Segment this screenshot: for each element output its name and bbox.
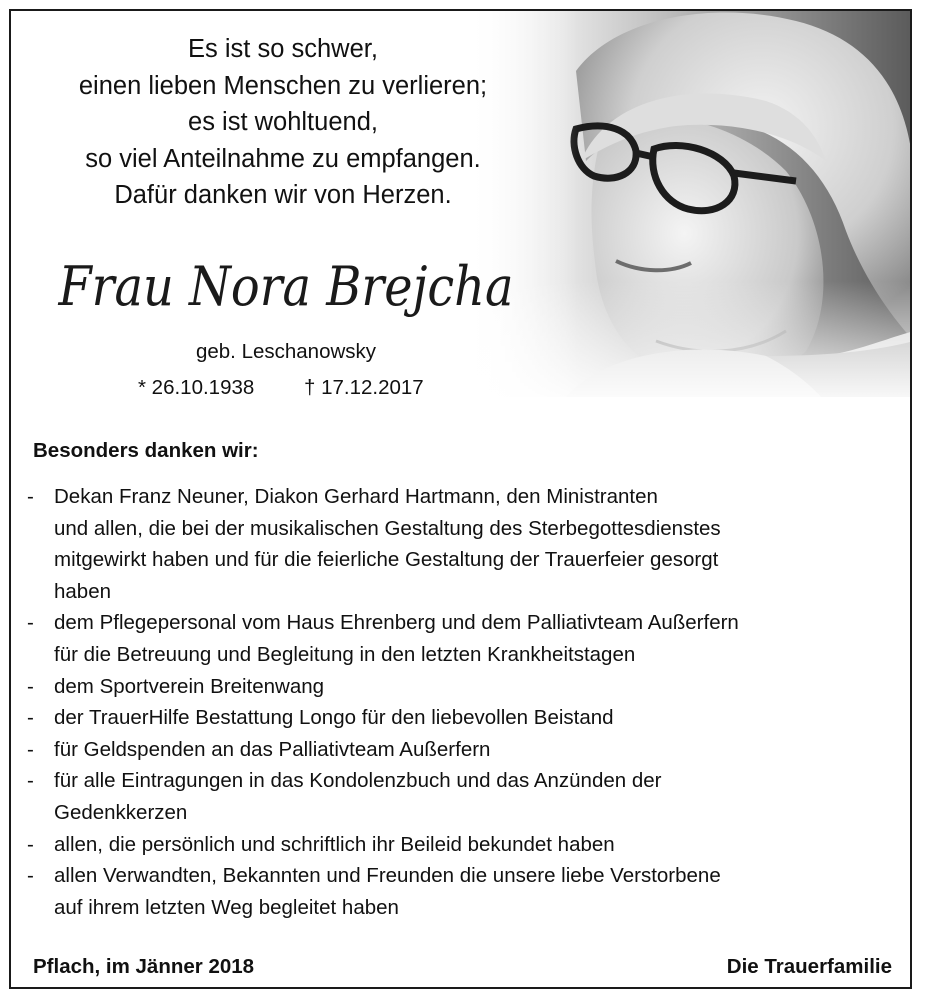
list-dash: - [27,485,34,508]
maiden-name: geb. Leschanowsky [195,340,377,363]
list-item-line: mitgewirkt haben und für die feierliche Gestaltung der Trauerfeier gesorgt [54,548,719,572]
list-item [27,702,907,734]
list-item [27,671,907,703]
birth-date: * 26.10.1938 [138,376,255,399]
list-item-line: dem Pflegepersonal vom Haus Ehrenberg und dem Palliativteam Außerfern [54,611,739,635]
list-item [27,607,907,670]
list-item-line: für die Betreuung und Begleitung in den letzten Krankheitstagen [54,642,636,666]
verse-line: Es ist so schwer, [188,35,378,63]
list-item-line: für alle Eintragungen in das Kondolenzbuch und das Anzünden der [54,769,662,793]
verse-line: es ist wohltuend, [188,108,378,136]
verse-line: einen lieben Menschen zu verlieren; [78,71,488,100]
list-dash: - [27,864,34,888]
verse [23,31,543,214]
thanks-list [27,481,907,923]
list-item-line: allen Verwandten, Bekannten und Freunden die unsere liebe Verstorbene [54,864,721,888]
deceased-name [31,247,541,327]
list-item-line: Gedenkkerzen [54,800,188,824]
list-item [27,481,907,607]
list-item-line: Dekan Franz Neuner, Diakon Gerhard Hartmann, den Ministranten [54,485,658,508]
list-item [27,765,907,828]
signed-by: Die Trauerfamilie [726,955,892,978]
list-item [27,860,907,923]
place-date: Pflach, im Jänner 2018 [33,955,255,978]
list-item [27,734,907,766]
deceased-name-text: Frau Nora Brejcha [57,255,514,318]
verse-line: Dafür danken wir von Herzen. [114,181,452,209]
list-dash: - [27,737,34,761]
list-item-line: auf ihrem letzten Weg begleitet haben [54,895,399,919]
thanks-heading: Besonders danken wir: [33,439,259,462]
list-dash: - [27,611,34,635]
list-item-line: allen, die persönlich und schriftlich ihr Beileid bekundet haben [54,832,615,856]
list-item-line: der TrauerHilfe Bestattung Longo für den liebevollen Beistand [54,706,614,730]
list-item-line: dem Sportverein Breitenwang [54,674,325,698]
list-dash: - [27,706,34,730]
list-dash: - [27,769,34,793]
verse-line: so viel Anteilnahme zu empfangen. [85,144,481,173]
death-date: † 17.12.2017 [304,376,424,399]
obituary-card [9,9,912,989]
list-item-line: haben [54,579,112,603]
list-dash: - [27,674,34,698]
list-item-line: für Geldspenden an das Palliativteam Außerfern [54,737,491,761]
list-item-line: und allen, die bei der musikalischen Gestaltung des Sterbegottesdienstes [54,516,721,540]
list-dash: - [27,832,34,856]
list-item [27,829,907,861]
